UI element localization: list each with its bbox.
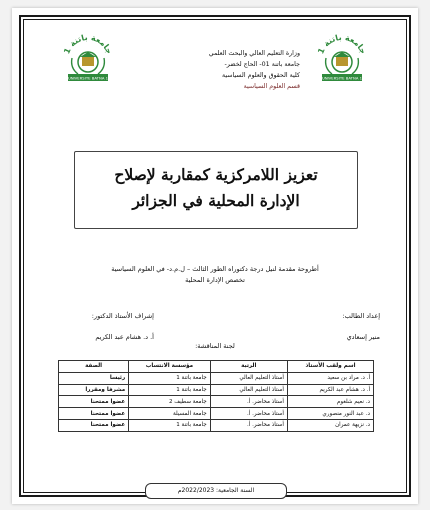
ministry-name: وزارة التعليم العالي والبحث العلمي [208,50,300,57]
institution-header [122,48,300,92]
thesis-title-box [74,151,358,229]
jury-member-institution: جامعة باتنة 1 [129,419,210,431]
jury-member-rank: أستاذ محاضر. أ. [210,396,287,408]
table-row [59,396,374,408]
column-header: مؤسسة الانتساب [129,361,210,373]
university-logo-right [314,30,370,88]
prepared-by-label: إعداد الطالب: [342,312,380,320]
jury-member-role: عضوا ممتحنا [59,396,129,408]
jury-member-institution: جامعة المسيلة [129,408,210,420]
table-row [59,384,374,396]
logo-arc-text: جامعة باتنة 1 [62,32,114,56]
specialty: تخصص الإدارة المحلية [185,276,245,284]
jury-table [58,360,374,432]
logo-banner-text: UNIVERSITE BATNA 1 [67,75,109,81]
jury-member-rank: أستاذ محاضر. أ. [210,408,287,420]
jury-member-role: مشرفا ومقررا [59,384,129,396]
jury-member-institution: جامعة باتنة 1 [129,384,210,396]
supervisor-label: إشراف الأستاذ الدكتور: [91,312,154,320]
student-name: منير إسعادي [346,333,380,341]
university-name: جامعة باتنة 01- الحاج لخضر- [224,61,300,68]
university-logo-left [60,30,116,88]
thesis-title-line-2: الإدارة المحلية في الجزائر [132,191,300,210]
column-header: الصفة [59,361,129,373]
jury-member-name: أ. د. هشام عبد الكريم [287,384,373,396]
thesis-description [34,264,396,286]
jury-member-rank: أستاذ محاضر. أ. [210,419,287,431]
jury-header-row [59,361,374,373]
degree-description: أطروحة مقدمة لنيل درجة دكتوراه الطور الثالث – ل.م.د- في العلوم السياسية [111,265,319,273]
jury-member-name: د. نعيم شلغوم [287,396,373,408]
committee-label: لجنة المناقشة: [195,342,235,350]
table-row [59,419,374,431]
faculty-name: كلية الحقوق والعلوم السياسية [221,72,300,79]
jury-member-role: عضوا ممتحنا [59,419,129,431]
jury-member-name: أ. د. مراد بن سعيد [287,372,373,384]
jury-member-role: عضوا ممتحنا [59,408,129,420]
jury-member-name: د. عبد النور منصوري [287,408,373,420]
logo-arc-text: جامعة باتنة 1 [316,32,368,56]
table-row [59,372,374,384]
academic-year: السنة الجامعية: 2022/2023م [145,483,287,499]
logo-banner-text: UNIVERSITE BATNA 1 [321,75,363,81]
jury-member-institution: جامعة باتنة 1 [129,372,210,384]
table-row [59,408,374,420]
jury-member-role: رئيسا [59,372,129,384]
column-header: الرتبة [210,361,287,373]
document-page [12,8,418,504]
column-header: اسم ولقب الأستاذ [287,361,373,373]
jury-member-institution: جامعة سطيف 2 [129,396,210,408]
jury-member-rank: أستاذ التعليم العالي [210,384,287,396]
supervisor-name: أ. د. هشام عبد الكريم [95,333,154,341]
thesis-title-line-1: تعزيز اللامركزية كمقاربة لإصلاح [114,165,318,184]
department-name: قسم العلوم السياسية [243,83,300,90]
jury-member-rank: أستاذ التعليم العالي [210,372,287,384]
jury-member-name: د. نزيهة عمران [287,419,373,431]
